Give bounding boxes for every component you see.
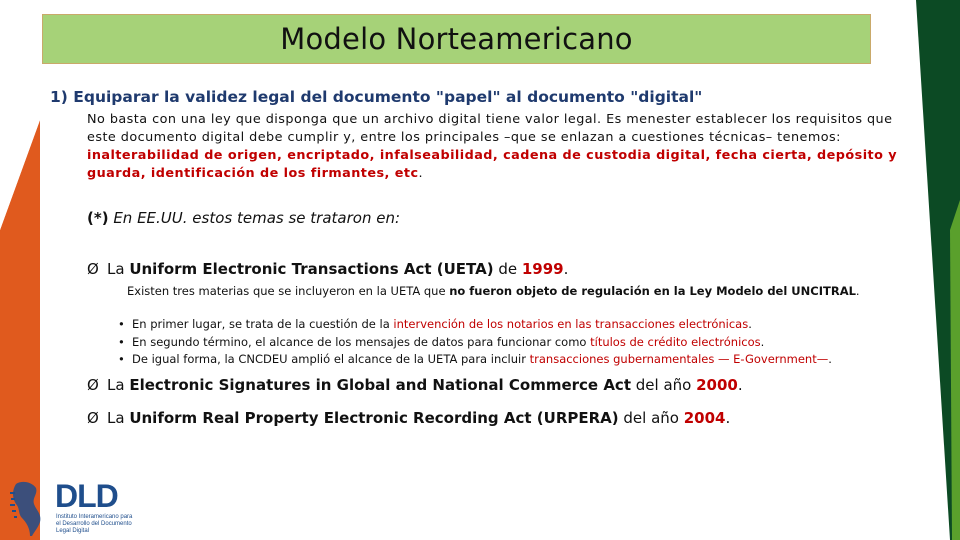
bullet-end: . — [737, 376, 743, 394]
item-end: . — [828, 352, 832, 366]
act-year: 2000 — [696, 376, 738, 394]
bullet-mid: de — [493, 260, 522, 278]
item-end: . — [748, 317, 752, 331]
act-name: Electronic Signatures in Global and National Commerce Act — [129, 376, 631, 394]
item-text: De igual forma, la CNCDEU amplió el alcance de la UETA para incluir — [132, 352, 530, 366]
logo-name: DLD — [55, 478, 118, 514]
item-highlight: títulos de crédito electrónicos — [590, 334, 761, 349]
title-banner — [42, 14, 871, 64]
requirements-highlight: inalterabilidad de origen, encriptado, infalseabilidad, cadena de custodia digital, fecha cierta, depósito y guarda, identificación de los firmantes, etc — [87, 148, 898, 181]
bullet-prefix: La — [107, 260, 130, 278]
item-end: . — [760, 334, 765, 349]
bullet-mid: del año — [618, 409, 684, 427]
usa-note — [87, 209, 400, 227]
bullet-end: . — [725, 409, 731, 427]
bullet-prefix: La — [107, 376, 130, 394]
item-text: En segundo término, el alcance de los mensajes de datos para funcionar como — [132, 334, 591, 349]
page-title: Modelo Norteamericano — [280, 22, 633, 56]
act-name: Uniform Electronic Transactions Act (UETA) — [129, 260, 494, 278]
intro-paragraph — [87, 111, 907, 183]
bullet-mid: del año — [631, 376, 697, 394]
paragraph-end: . — [418, 166, 424, 181]
list-item — [118, 316, 832, 334]
note-marker: (*) — [87, 209, 109, 227]
bullet-dot-icon: • — [118, 352, 125, 366]
note-text: En EE.UU. estos temas se trataron en: — [108, 209, 401, 227]
bullet-dot-icon: • — [118, 317, 125, 331]
right-decorative-stripe — [890, 0, 960, 540]
subtext-bold: no fueron objeto de regulación en la Ley Modelo del UNCITRAL — [449, 284, 856, 298]
bullet-ueta — [87, 260, 568, 278]
ueta-items-list — [118, 316, 832, 369]
paragraph-intro: No basta con una ley que disponga que un archivo digital tiene valor legal. Es menester establecer los requisitos que este documento digital debe cumplir y, entre los principales –que se enlazan a cuestiones técnicas– tenemos: — [87, 112, 893, 145]
ueta-subtext — [127, 284, 860, 298]
section-heading: 1) Equiparar la validez legal del documento "papel" al documento "digital" — [50, 88, 703, 106]
bullet-urpera — [87, 409, 730, 427]
arrow-bullet-icon: Ø — [87, 409, 99, 427]
list-item — [118, 334, 832, 352]
act-name: Uniform Real Property Electronic Recording Act (URPERA) — [129, 409, 619, 427]
item-text: En primer lugar, se trata de la cuestión de la — [132, 317, 394, 331]
act-year: 1999 — [521, 260, 564, 278]
bullet-prefix: La — [107, 409, 130, 427]
arrow-bullet-icon: Ø — [87, 376, 99, 394]
item-highlight: transacciones gubernamentales — E-Government— — [529, 352, 829, 366]
bullet-dot-icon: • — [118, 334, 125, 349]
list-item — [118, 351, 832, 369]
arrow-bullet-icon: Ø — [87, 260, 99, 278]
bullet-end: . — [563, 260, 569, 278]
left-decorative-stripe — [0, 0, 40, 540]
logo-subtitle: Instituto Interamericano para el Desarrollo del Documento Legal Digital — [56, 514, 133, 534]
bullet-esign — [87, 376, 743, 394]
subtext-end: . — [855, 284, 860, 298]
subtext-prefix: Existen tres materias que se incluyeron en la UETA que — [127, 284, 450, 298]
item-highlight: intervención de los notarios en las transacciones electrónicas — [393, 317, 749, 331]
act-year: 2004 — [683, 409, 726, 427]
